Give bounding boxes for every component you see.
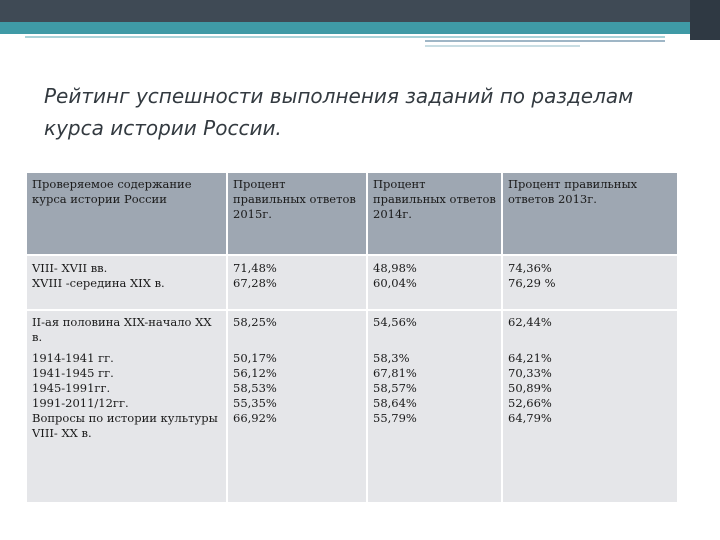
value-text: 71,48% [233, 261, 277, 275]
topic-cell [27, 255, 227, 310]
table-row [27, 310, 677, 348]
value-text: 52,66% [508, 396, 552, 410]
value-cell-2013 [502, 255, 677, 310]
topic-text: XVIII -середина XIX в. [32, 276, 165, 290]
header-topic: Проверяемое содержание курса истории России [27, 173, 227, 255]
header-bar-teal [0, 22, 720, 34]
value-text: 66,92% [233, 411, 277, 425]
value-text: 55,79% [373, 411, 417, 425]
value-text: 58,64% [373, 396, 417, 410]
topic-text: 1991-2011/12гг. [32, 396, 129, 410]
value-text: 58,3% [373, 351, 410, 365]
value-text: 58,53% [233, 381, 277, 395]
value-cell-2013 [502, 348, 677, 502]
topic-cell [27, 348, 227, 502]
topic-text: 1914-1941 гг. [32, 351, 114, 365]
value-text: 56,12% [233, 366, 277, 380]
value-text: 55,35% [233, 396, 277, 410]
value-text: 58,57% [373, 381, 417, 395]
value-text: 64,21% [508, 351, 552, 365]
topic-text: 1941-1945 гг. [32, 366, 114, 380]
topic-cell [27, 310, 227, 348]
value-cell-2015 [227, 348, 367, 502]
topic-text: VIII- XVII вв. [32, 261, 108, 275]
value-cell-2015 [227, 310, 367, 348]
value-cell-2015 [227, 255, 367, 310]
header-2014: Процент правильных ответов 2014г. [367, 173, 502, 255]
value-text: 67,81% [373, 366, 417, 380]
value-text: 50,89% [508, 381, 552, 395]
topic-text: II-ая половина XIX-начало XX в. [32, 315, 212, 344]
value-cell-2013 [502, 310, 677, 348]
header-2015: Процент правильных ответов 2015г. [227, 173, 367, 255]
value-text: 74,36% [508, 261, 552, 275]
topic-text: Вопросы по истории культуры VIII- XX в. [32, 411, 218, 440]
decor-line [425, 40, 665, 42]
value-text: 50,17% [233, 351, 277, 365]
value-text: 64,79% [508, 411, 552, 425]
value-text: 70,33% [508, 366, 552, 380]
value-text: 58,25% [233, 315, 277, 329]
table-header-row [27, 173, 677, 255]
results-table [27, 173, 677, 502]
decor-line [425, 45, 580, 47]
decor-line [25, 36, 665, 38]
topic-text: 1945-1991гг. [32, 381, 111, 395]
header-bar-dark [0, 0, 720, 22]
header-2013: Процент правильных ответов 2013г. [502, 173, 677, 255]
table-row [27, 348, 677, 502]
value-text: 54,56% [373, 315, 417, 329]
value-cell-2014 [367, 255, 502, 310]
value-cell-2014 [367, 348, 502, 502]
value-text: 76,29 % [508, 276, 556, 290]
table-row [27, 255, 677, 310]
slide-title: Рейтинг успешности выполнения заданий по разделам курса истории России. [44, 84, 634, 140]
value-text: 60,04% [373, 276, 417, 290]
value-text: 62,44% [508, 315, 552, 329]
header-bar-corner [690, 0, 720, 40]
value-cell-2014 [367, 310, 502, 348]
value-text: 67,28% [233, 276, 277, 290]
value-text: 48,98% [373, 261, 417, 275]
